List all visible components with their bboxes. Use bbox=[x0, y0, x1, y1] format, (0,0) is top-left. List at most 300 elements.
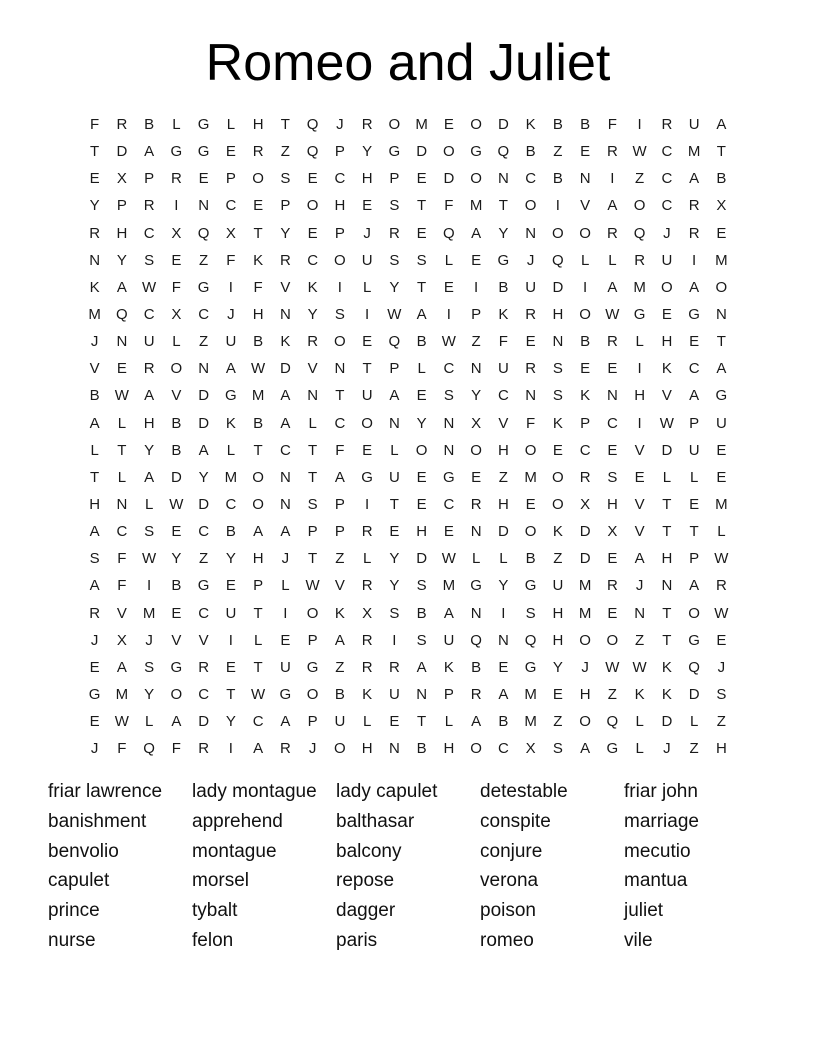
grid-letter[interactable]: R bbox=[361, 658, 373, 676]
grid-letter[interactable]: C bbox=[334, 414, 346, 432]
grid-letter[interactable]: H bbox=[361, 740, 373, 758]
grid-letter[interactable]: E bbox=[362, 441, 373, 459]
grid-letter[interactable]: R bbox=[198, 658, 210, 676]
grid-letter[interactable]: O bbox=[579, 306, 591, 324]
grid-letter[interactable]: I bbox=[692, 251, 697, 269]
grid-letter[interactable]: V bbox=[171, 631, 182, 649]
grid-letter[interactable]: K bbox=[661, 360, 672, 378]
grid-letter[interactable]: H bbox=[143, 414, 155, 432]
grid-letter[interactable]: V bbox=[634, 496, 645, 514]
grid-letter[interactable]: N bbox=[116, 496, 128, 514]
grid-letter[interactable]: O bbox=[552, 224, 564, 242]
grid-letter[interactable]: R bbox=[361, 577, 373, 595]
grid-letter[interactable]: Z bbox=[335, 658, 345, 676]
grid-letter[interactable]: F bbox=[226, 251, 236, 269]
grid-letter[interactable]: H bbox=[661, 333, 673, 351]
grid-letter[interactable]: Z bbox=[498, 468, 508, 486]
grid-letter[interactable]: A bbox=[280, 387, 291, 405]
grid-letter[interactable]: V bbox=[280, 278, 291, 296]
grid-letter[interactable]: Y bbox=[144, 441, 155, 459]
grid-letter[interactable]: R bbox=[361, 523, 373, 541]
grid-letter[interactable]: S bbox=[416, 251, 427, 269]
grid-letter[interactable]: U bbox=[361, 387, 373, 405]
grid-letter[interactable]: P bbox=[144, 170, 155, 188]
grid-letter[interactable]: T bbox=[280, 116, 290, 134]
grid-letter[interactable]: N bbox=[279, 496, 291, 514]
grid-letter[interactable]: N bbox=[525, 387, 537, 405]
grid-letter[interactable]: K bbox=[89, 278, 100, 296]
grid-letter[interactable]: W bbox=[441, 333, 456, 351]
grid-letter[interactable]: F bbox=[117, 740, 127, 758]
grid-letter[interactable]: F bbox=[117, 550, 127, 568]
grid-letter[interactable]: D bbox=[279, 360, 291, 378]
grid-letter[interactable]: J bbox=[90, 740, 99, 758]
grid-letter[interactable]: G bbox=[524, 577, 537, 595]
grid-letter[interactable]: P bbox=[334, 143, 345, 161]
grid-letter[interactable]: R bbox=[307, 333, 319, 351]
grid-letter[interactable]: E bbox=[253, 197, 264, 215]
grid-letter[interactable]: L bbox=[635, 333, 644, 351]
grid-letter[interactable]: E bbox=[689, 496, 700, 514]
grid-letter[interactable]: X bbox=[471, 414, 482, 432]
grid-letter[interactable]: O bbox=[470, 170, 482, 188]
grid-letter[interactable]: B bbox=[498, 278, 509, 296]
grid-letter[interactable]: C bbox=[307, 251, 319, 269]
grid-letter[interactable]: O bbox=[252, 496, 264, 514]
grid-letter[interactable]: Z bbox=[553, 713, 563, 731]
grid-letter[interactable]: J bbox=[281, 550, 290, 568]
grid-letter[interactable]: R bbox=[715, 577, 727, 595]
grid-letter[interactable]: M bbox=[469, 197, 483, 215]
grid-letter[interactable]: G bbox=[388, 143, 401, 161]
grid-letter[interactable]: Q bbox=[633, 224, 646, 242]
grid-letter[interactable]: L bbox=[226, 116, 236, 134]
grid-letter[interactable]: B bbox=[552, 116, 563, 134]
grid-letter[interactable]: K bbox=[443, 658, 454, 676]
grid-letter[interactable]: K bbox=[307, 278, 318, 296]
grid-letter[interactable]: O bbox=[579, 631, 591, 649]
grid-letter[interactable]: W bbox=[632, 143, 647, 161]
grid-letter[interactable]: B bbox=[89, 387, 100, 405]
grid-letter[interactable]: M bbox=[142, 604, 156, 622]
grid-letter[interactable]: M bbox=[633, 278, 646, 296]
grid-letter[interactable]: E bbox=[716, 441, 727, 459]
grid-letter[interactable]: E bbox=[634, 468, 645, 486]
grid-letter[interactable]: R bbox=[252, 143, 264, 161]
grid-letter[interactable]: C bbox=[225, 496, 237, 514]
grid-letter[interactable]: P bbox=[443, 686, 454, 704]
grid-letter[interactable]: L bbox=[226, 441, 236, 459]
grid-letter[interactable]: A bbox=[116, 278, 127, 296]
grid-letter[interactable]: L bbox=[608, 251, 617, 269]
grid-letter[interactable]: C bbox=[443, 360, 455, 378]
grid-letter[interactable]: U bbox=[688, 441, 700, 459]
grid-letter[interactable]: J bbox=[145, 631, 153, 649]
grid-letter[interactable]: M bbox=[578, 604, 592, 622]
grid-letter[interactable]: D bbox=[198, 713, 210, 731]
grid-letter[interactable]: X bbox=[225, 224, 236, 242]
grid-letter[interactable]: B bbox=[471, 658, 482, 676]
grid-letter[interactable]: L bbox=[580, 251, 590, 269]
grid-letter[interactable]: E bbox=[362, 333, 373, 351]
grid-letter[interactable]: R bbox=[170, 170, 182, 188]
grid-letter[interactable]: D bbox=[661, 441, 673, 459]
grid-letter[interactable]: V bbox=[634, 523, 645, 541]
grid-letter[interactable]: T bbox=[662, 496, 672, 514]
grid-letter[interactable]: A bbox=[144, 143, 155, 161]
grid-letter[interactable]: C bbox=[497, 387, 509, 405]
grid-letter[interactable]: G bbox=[470, 143, 482, 161]
grid-letter[interactable]: I bbox=[637, 414, 642, 432]
grid-letter[interactable]: N bbox=[443, 414, 455, 432]
grid-letter[interactable]: D bbox=[579, 550, 591, 568]
grid-letter[interactable]: V bbox=[661, 387, 672, 405]
grid-letter[interactable]: U bbox=[388, 686, 400, 704]
grid-letter[interactable]: S bbox=[525, 604, 536, 622]
grid-letter[interactable]: S bbox=[716, 686, 727, 704]
grid-letter[interactable]: K bbox=[552, 523, 563, 541]
grid-letter[interactable]: A bbox=[471, 224, 482, 242]
grid-letter[interactable]: N bbox=[279, 306, 291, 324]
grid-letter[interactable]: N bbox=[497, 631, 509, 649]
grid-letter[interactable]: A bbox=[689, 278, 700, 296]
grid-letter[interactable]: H bbox=[116, 224, 128, 242]
grid-letter[interactable]: G bbox=[688, 631, 700, 649]
grid-letter[interactable]: O bbox=[524, 441, 537, 459]
grid-letter[interactable]: R bbox=[606, 143, 618, 161]
grid-letter[interactable]: N bbox=[443, 441, 455, 459]
grid-letter[interactable]: E bbox=[89, 713, 100, 731]
grid-letter[interactable]: P bbox=[689, 550, 700, 568]
grid-letter[interactable]: I bbox=[637, 116, 642, 134]
grid-letter[interactable]: W bbox=[142, 550, 157, 568]
grid-letter[interactable]: O bbox=[252, 468, 264, 486]
grid-letter[interactable]: B bbox=[498, 713, 509, 731]
grid-letter[interactable]: H bbox=[416, 523, 428, 541]
grid-letter[interactable]: C bbox=[606, 414, 618, 432]
grid-letter[interactable]: O bbox=[306, 197, 319, 215]
grid-letter[interactable]: B bbox=[716, 170, 727, 188]
grid-letter[interactable]: K bbox=[634, 686, 645, 704]
grid-letter[interactable]: G bbox=[197, 577, 210, 595]
grid-letter[interactable]: T bbox=[253, 441, 263, 459]
grid-letter[interactable]: R bbox=[143, 197, 155, 215]
grid-letter[interactable]: Z bbox=[199, 550, 209, 568]
grid-letter[interactable]: B bbox=[580, 116, 591, 134]
grid-letter[interactable]: N bbox=[279, 468, 291, 486]
grid-letter[interactable]: Z bbox=[471, 333, 481, 351]
grid-letter[interactable]: R bbox=[606, 333, 618, 351]
grid-letter[interactable]: I bbox=[337, 278, 342, 296]
grid-letter[interactable]: T bbox=[498, 197, 508, 215]
grid-letter[interactable]: O bbox=[415, 441, 428, 459]
grid-letter[interactable]: R bbox=[661, 116, 673, 134]
grid-letter[interactable]: C bbox=[661, 170, 673, 188]
grid-letter[interactable]: A bbox=[416, 658, 427, 676]
grid-letter[interactable]: T bbox=[90, 143, 100, 161]
grid-letter[interactable]: E bbox=[552, 686, 563, 704]
grid-letter[interactable]: U bbox=[143, 333, 155, 351]
grid-letter[interactable]: E bbox=[716, 468, 727, 486]
grid-letter[interactable]: C bbox=[661, 143, 673, 161]
grid-letter[interactable]: A bbox=[443, 604, 454, 622]
grid-letter[interactable]: S bbox=[416, 577, 427, 595]
grid-letter[interactable]: E bbox=[607, 550, 618, 568]
grid-letter[interactable]: T bbox=[308, 550, 318, 568]
grid-letter[interactable]: L bbox=[281, 577, 290, 595]
grid-letter[interactable]: O bbox=[361, 414, 373, 432]
grid-letter[interactable]: N bbox=[388, 740, 400, 758]
grid-letter[interactable]: Y bbox=[307, 306, 318, 324]
grid-letter[interactable]: L bbox=[444, 251, 454, 269]
grid-letter[interactable]: A bbox=[253, 523, 264, 541]
grid-letter[interactable]: A bbox=[116, 658, 127, 676]
grid-letter[interactable]: W bbox=[659, 414, 674, 432]
grid-letter[interactable]: O bbox=[606, 631, 619, 649]
grid-letter[interactable]: K bbox=[661, 686, 672, 704]
grid-letter[interactable]: P bbox=[307, 523, 318, 541]
grid-letter[interactable]: L bbox=[253, 631, 263, 649]
grid-letter[interactable]: T bbox=[335, 387, 345, 405]
grid-letter[interactable]: R bbox=[361, 116, 373, 134]
grid-letter[interactable]: Y bbox=[280, 224, 291, 242]
grid-letter[interactable]: W bbox=[251, 686, 266, 704]
grid-letter[interactable]: X bbox=[116, 631, 127, 649]
grid-letter[interactable]: N bbox=[661, 577, 673, 595]
grid-letter[interactable]: Q bbox=[443, 224, 455, 242]
grid-letter[interactable]: W bbox=[632, 658, 647, 676]
grid-letter[interactable]: Z bbox=[335, 550, 345, 568]
grid-letter[interactable]: D bbox=[579, 523, 591, 541]
grid-letter[interactable]: E bbox=[89, 658, 100, 676]
grid-letter[interactable]: T bbox=[253, 224, 263, 242]
grid-letter[interactable]: I bbox=[474, 278, 479, 296]
grid-letter[interactable]: E bbox=[389, 523, 400, 541]
grid-letter[interactable]: A bbox=[198, 441, 209, 459]
grid-letter[interactable]: R bbox=[143, 360, 155, 378]
grid-letter[interactable]: R bbox=[89, 224, 101, 242]
grid-letter[interactable]: L bbox=[144, 496, 154, 514]
grid-letter[interactable]: Q bbox=[306, 116, 319, 134]
grid-letter[interactable]: L bbox=[635, 713, 644, 731]
grid-letter[interactable]: L bbox=[689, 713, 699, 731]
grid-letter[interactable]: E bbox=[471, 251, 482, 269]
grid-letter[interactable]: K bbox=[334, 604, 345, 622]
grid-letter[interactable]: H bbox=[252, 550, 264, 568]
grid-letter[interactable]: U bbox=[552, 577, 564, 595]
grid-letter[interactable]: P bbox=[253, 577, 264, 595]
grid-letter[interactable]: W bbox=[169, 496, 184, 514]
grid-letter[interactable]: Y bbox=[225, 550, 236, 568]
grid-letter[interactable]: Y bbox=[498, 224, 509, 242]
grid-letter[interactable]: U bbox=[688, 116, 700, 134]
grid-letter[interactable]: T bbox=[253, 604, 263, 622]
grid-letter[interactable]: J bbox=[635, 577, 644, 595]
grid-letter[interactable]: E bbox=[443, 116, 454, 134]
grid-letter[interactable]: B bbox=[225, 523, 236, 541]
grid-letter[interactable]: C bbox=[334, 170, 346, 188]
grid-letter[interactable]: U bbox=[225, 333, 237, 351]
grid-letter[interactable]: F bbox=[90, 116, 100, 134]
grid-letter[interactable]: O bbox=[524, 523, 537, 541]
grid-letter[interactable]: X bbox=[580, 496, 591, 514]
grid-letter[interactable]: S bbox=[552, 387, 563, 405]
grid-letter[interactable]: J bbox=[90, 631, 99, 649]
grid-letter[interactable]: Z bbox=[199, 251, 209, 269]
grid-letter[interactable]: A bbox=[334, 631, 345, 649]
grid-letter[interactable]: K bbox=[552, 414, 563, 432]
grid-letter[interactable]: G bbox=[470, 577, 482, 595]
grid-letter[interactable]: G bbox=[497, 251, 510, 269]
grid-letter[interactable]: O bbox=[688, 604, 700, 622]
grid-letter[interactable]: J bbox=[227, 306, 235, 324]
grid-letter[interactable]: C bbox=[198, 686, 210, 704]
grid-letter[interactable]: R bbox=[470, 686, 482, 704]
grid-letter[interactable]: O bbox=[470, 441, 482, 459]
grid-letter[interactable]: L bbox=[471, 550, 481, 568]
grid-letter[interactable]: Z bbox=[607, 686, 617, 704]
grid-letter[interactable]: T bbox=[662, 631, 672, 649]
grid-letter[interactable]: Q bbox=[306, 143, 319, 161]
grid-letter[interactable]: S bbox=[389, 197, 400, 215]
grid-letter[interactable]: T bbox=[417, 713, 427, 731]
grid-letter[interactable]: W bbox=[605, 306, 620, 324]
grid-letter[interactable]: H bbox=[443, 740, 455, 758]
grid-letter[interactable]: E bbox=[607, 441, 618, 459]
grid-letter[interactable]: Y bbox=[89, 197, 100, 215]
grid-letter[interactable]: C bbox=[116, 523, 128, 541]
grid-letter[interactable]: S bbox=[416, 631, 427, 649]
grid-letter[interactable]: P bbox=[307, 631, 318, 649]
grid-letter[interactable]: J bbox=[663, 224, 671, 242]
grid-letter[interactable]: C bbox=[225, 197, 237, 215]
grid-letter[interactable]: E bbox=[416, 468, 427, 486]
grid-letter[interactable]: B bbox=[416, 740, 427, 758]
grid-letter[interactable]: E bbox=[580, 143, 591, 161]
grid-letter[interactable]: B bbox=[416, 604, 427, 622]
grid-letter[interactable]: T bbox=[716, 333, 726, 351]
grid-letter[interactable]: R bbox=[388, 224, 400, 242]
grid-letter[interactable]: B bbox=[580, 333, 591, 351]
grid-letter[interactable]: E bbox=[362, 197, 373, 215]
grid-letter[interactable]: E bbox=[307, 170, 318, 188]
grid-letter[interactable]: E bbox=[416, 170, 427, 188]
grid-letter[interactable]: C bbox=[443, 496, 455, 514]
grid-letter[interactable]: N bbox=[579, 170, 591, 188]
grid-letter[interactable]: O bbox=[579, 224, 591, 242]
grid-letter[interactable]: V bbox=[198, 631, 209, 649]
grid-letter[interactable]: E bbox=[116, 360, 127, 378]
grid-letter[interactable]: A bbox=[89, 523, 100, 541]
grid-letter[interactable]: A bbox=[334, 468, 345, 486]
grid-letter[interactable]: O bbox=[524, 197, 537, 215]
grid-letter[interactable]: F bbox=[171, 740, 181, 758]
grid-letter[interactable]: Z bbox=[199, 333, 209, 351]
grid-letter[interactable]: R bbox=[688, 197, 700, 215]
grid-letter[interactable]: A bbox=[144, 468, 155, 486]
grid-letter[interactable]: U bbox=[334, 713, 346, 731]
grid-letter[interactable]: D bbox=[198, 496, 210, 514]
grid-letter[interactable]: T bbox=[662, 604, 672, 622]
grid-letter[interactable]: Q bbox=[470, 631, 482, 649]
grid-letter[interactable]: H bbox=[606, 496, 618, 514]
grid-letter[interactable]: N bbox=[470, 604, 482, 622]
grid-letter[interactable]: A bbox=[280, 523, 291, 541]
grid-letter[interactable]: S bbox=[607, 468, 618, 486]
grid-letter[interactable]: V bbox=[580, 197, 591, 215]
grid-letter[interactable]: S bbox=[144, 658, 155, 676]
grid-letter[interactable]: A bbox=[89, 577, 100, 595]
grid-letter[interactable]: E bbox=[525, 496, 536, 514]
grid-letter[interactable]: O bbox=[334, 333, 346, 351]
grid-letter[interactable]: E bbox=[716, 631, 727, 649]
grid-letter[interactable]: G bbox=[197, 278, 210, 296]
grid-letter[interactable]: Y bbox=[225, 713, 236, 731]
grid-letter[interactable]: I bbox=[637, 360, 642, 378]
grid-letter[interactable]: O bbox=[334, 740, 346, 758]
grid-letter[interactable]: Z bbox=[553, 550, 563, 568]
grid-letter[interactable]: X bbox=[525, 740, 536, 758]
grid-letter[interactable]: T bbox=[417, 278, 427, 296]
grid-letter[interactable]: L bbox=[362, 713, 372, 731]
grid-letter[interactable]: C bbox=[198, 306, 210, 324]
grid-letter[interactable]: S bbox=[389, 604, 400, 622]
grid-letter[interactable]: H bbox=[634, 387, 646, 405]
grid-letter[interactable]: H bbox=[552, 604, 564, 622]
grid-letter[interactable]: Y bbox=[362, 143, 373, 161]
grid-letter[interactable]: P bbox=[334, 496, 345, 514]
grid-letter[interactable]: H bbox=[334, 197, 346, 215]
grid-letter[interactable]: G bbox=[88, 686, 101, 704]
grid-letter[interactable]: S bbox=[552, 360, 563, 378]
grid-letter[interactable]: D bbox=[443, 170, 455, 188]
grid-letter[interactable]: M bbox=[715, 251, 728, 269]
grid-letter[interactable]: K bbox=[362, 686, 373, 704]
grid-letter[interactable]: C bbox=[198, 604, 210, 622]
grid-letter[interactable]: M bbox=[251, 387, 265, 405]
grid-letter[interactable]: W bbox=[305, 577, 320, 595]
grid-letter[interactable]: P bbox=[334, 523, 345, 541]
grid-letter[interactable]: R bbox=[688, 224, 700, 242]
grid-letter[interactable]: R bbox=[198, 740, 210, 758]
grid-letter[interactable]: H bbox=[252, 116, 264, 134]
grid-letter[interactable]: S bbox=[334, 306, 345, 324]
grid-letter[interactable]: H bbox=[715, 740, 727, 758]
grid-letter[interactable]: R bbox=[89, 604, 101, 622]
grid-letter[interactable]: E bbox=[607, 604, 618, 622]
grid-letter[interactable]: M bbox=[224, 468, 238, 486]
grid-letter[interactable]: F bbox=[117, 577, 127, 595]
grid-letter[interactable]: J bbox=[717, 658, 726, 676]
grid-letter[interactable]: A bbox=[580, 740, 591, 758]
grid-letter[interactable]: L bbox=[390, 441, 399, 459]
grid-letter[interactable]: E bbox=[416, 224, 427, 242]
grid-letter[interactable]: P bbox=[471, 306, 482, 324]
grid-letter[interactable]: P bbox=[280, 197, 291, 215]
grid-letter[interactable]: E bbox=[689, 333, 700, 351]
grid-letter[interactable]: S bbox=[144, 251, 155, 269]
grid-letter[interactable]: Z bbox=[280, 143, 290, 161]
grid-letter[interactable]: K bbox=[498, 306, 509, 324]
grid-letter[interactable]: J bbox=[308, 740, 317, 758]
grid-letter[interactable]: O bbox=[552, 496, 564, 514]
grid-letter[interactable]: C bbox=[688, 360, 700, 378]
grid-letter[interactable]: F bbox=[171, 278, 181, 296]
grid-letter[interactable]: E bbox=[580, 360, 591, 378]
grid-letter[interactable]: C bbox=[143, 306, 155, 324]
grid-letter[interactable]: E bbox=[89, 170, 100, 188]
grid-letter[interactable]: O bbox=[715, 278, 728, 296]
